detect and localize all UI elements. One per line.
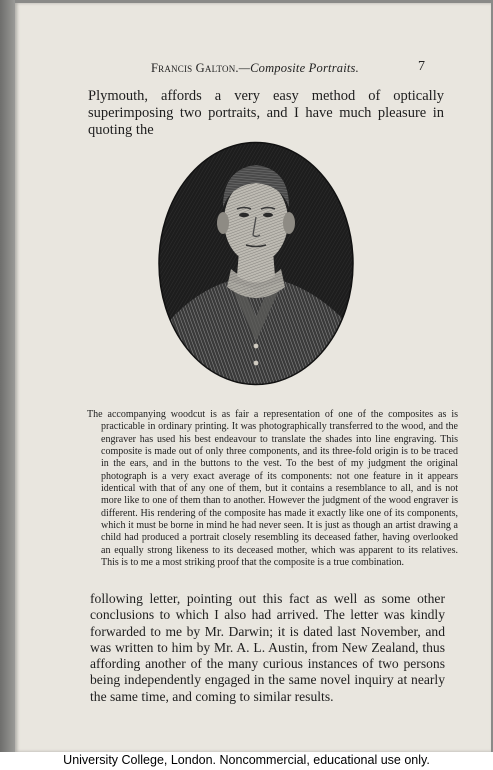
running-head-title: —Composite Portraits. xyxy=(238,61,359,75)
paragraph-top: Plymouth, affords a very easy method of optically superimposing two portraits, and I have much pleasure in quoting the xyxy=(88,88,444,138)
figure-caption: The accompanying woodcut is as fair a representation of one of the composites as is practicable in ordinary printing. It was photographically transferred to the wood, and the engraver has used his best endeavour to translate the shades into line engraving. This composite is made out of only three components, and its three-fold origin is to be traced in the ears, and in the buttons to the vest. To the best of my judgment the original photograph is a very exact average of its components: not one feature in it appears identical with that of any one of them, but it contains a resemblance to all, and is not more like to one of them than to another. However the judgment of the wood engraver is different. His rendering of the composite has made it exactly like one of its components, which it must be borne in mind he had never seen. It is just as though an artist drawing a child had produced a portrait closely resembling its deceased father, having overlooked an equally strong likeness to its deceased mother, which was apparent to its relatives. This is to me a most striking proof that the composite is a true combination. xyxy=(87,409,458,569)
woodcut-portrait xyxy=(157,141,355,386)
copyright-footer: University College, London. Noncommercial, educational use only. xyxy=(63,753,430,767)
face xyxy=(224,179,288,263)
book-spine xyxy=(0,0,15,752)
vest-button xyxy=(254,361,259,366)
book-page xyxy=(15,3,491,752)
vest-button xyxy=(254,344,259,349)
running-head-author: Francis Galton. xyxy=(151,61,239,75)
page-header xyxy=(15,61,491,77)
running-head xyxy=(151,61,359,76)
running-head-title-text: Composite Portraits. xyxy=(250,61,359,75)
page-number: 7 xyxy=(418,59,425,74)
paragraph-bottom: following letter, pointing out this fact as well as some other conclusions to which I also had arrived. The letter was kindly forwarded to me by Mr. Darwin; it is dated last November, and was written to him by Mr. A. L. Austin, from New Zealand, thus affording another of the many curious instances of two persons being independently engaged in the same novel inquiry at nearly the same time, and coming to similar results. xyxy=(90,591,445,704)
